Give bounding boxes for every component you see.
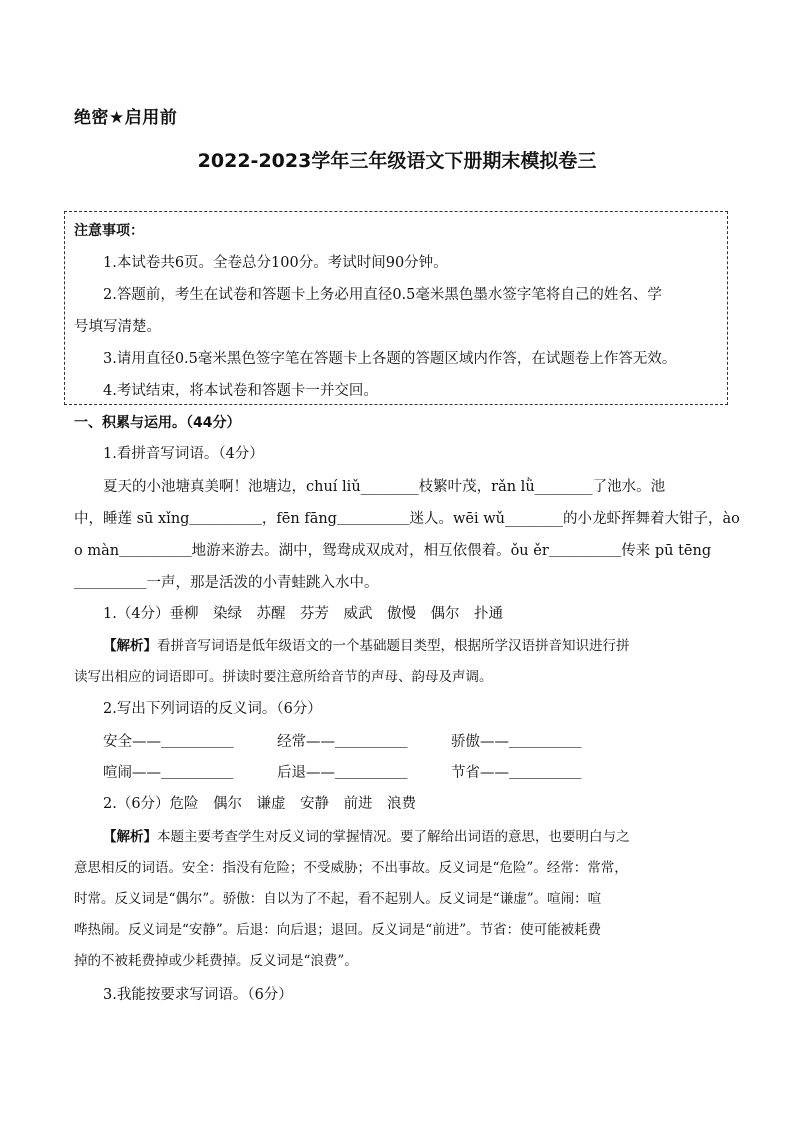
secret-label: 绝密★启用前 [74, 108, 178, 128]
q1-analysis-2: 读写出相应的词语即可。拼读时要注意所给音节的声母、韵母及声调。 [74, 669, 493, 685]
q2-analysis-5: 掉的不被耗费掉或少耗费掉。反义词是“浪费”。 [74, 953, 358, 969]
analysis-tag: 【解析】 [103, 638, 157, 654]
q1-answer: 1.（4分）垂柳 染绿 苏醒 芬芳 威武 傲慢 偶尔 扑通 [103, 606, 504, 622]
analysis-text: 看拼音写词语是低年级语文的一个基础题目类型，根据所学汉语拼音知识进行拼 [157, 638, 630, 654]
section-heading: 一、积累与运用。（44分） [74, 415, 241, 431]
notice-box [64, 211, 728, 405]
q2-analysis-4: 哗热闹。反义词是“安静”。后退：向后退；退回。反义词是“前进”。节省：使可能被耗费 [74, 922, 602, 938]
q1-analysis-1 [103, 636, 630, 656]
notice-item-2: 2.答题前，考生在试卷和答题卡上务必用直径0.5毫米黑色墨水签字笔将自己的姓名、学 [103, 287, 662, 303]
q3-prompt: 3.我能按要求写词语。（6分） [103, 987, 293, 1003]
q1-text-line-3: o màn＿＿＿＿＿地游来游去。湖中，鸳鸯成双成对，相互依偎着。ǒu ěr＿＿＿＿＿传来 pū tēng [74, 543, 712, 559]
notice-heading: 注意事项： [74, 223, 144, 239]
q1-prompt: 1.看拼音写词语。（4分） [103, 446, 264, 462]
q1-text-line-2: 中，睡莲 sū xǐng＿＿＿＿＿，fēn fāng＿＿＿＿＿迷人。wēi wǔ________的小龙虾挥舞着大钳子，ào [74, 511, 740, 527]
notice-item-3: 3.请用直径0.5毫米黑色签字笔在答题卡上各题的答题区域内作答，在试题卷上作答无效。 [103, 351, 677, 367]
q1-text-line-1: 夏天的小池塘真美啊！池塘边，chuí liǔ________枝繁叶茂，rǎn lǜ________了池水。池 [103, 479, 666, 495]
q2-prompt: 2.写出下列词语的反义词。（6分） [103, 701, 322, 717]
notice-item-4: 4.考试结束，将本试卷和答题卡一并交回。 [103, 383, 378, 399]
analysis-tag: 【解析】 [103, 829, 157, 845]
q1-text-line-4: ＿＿＿＿＿一声，那是活泼的小青蛙跳入水中。 [74, 575, 379, 591]
q2-analysis-2: 意思相反的词语。安全：指没有危险；不受威胁；不出事故。反义词是“危险”。经常：常常， [74, 860, 628, 876]
q2-answer: 2.（6分）危险 偶尔 谦虚 安静 前进 浪费 [103, 796, 417, 812]
notice-item-1: 1.本试卷共6页。全卷总分100分。考试时间90分钟。 [103, 255, 448, 271]
q2-row-2: 喧闹——＿＿＿＿＿ 后退——＿＿＿＿＿ 节省——＿＿＿＿＿ [103, 765, 582, 781]
q2-analysis-3: 时常。反义词是“偶尔”。骄傲：自以为了不起，看不起别人。反义词是“谦虚”。喧闹：喧 [74, 891, 602, 907]
analysis-text: 本题主要考查学生对反义词的掌握情况。要了解给出词语的意思，也要明白与之 [157, 829, 630, 845]
q2-row-1: 安全——＿＿＿＿＿ 经常——＿＿＿＿＿ 骄傲——＿＿＿＿＿ [103, 734, 582, 750]
notice-item-2-cont: 号填写清楚。 [74, 319, 161, 335]
page-title: 2022-2023学年三年级语文下册期末模拟卷三 [197, 150, 597, 172]
q2-analysis-1 [103, 827, 630, 847]
